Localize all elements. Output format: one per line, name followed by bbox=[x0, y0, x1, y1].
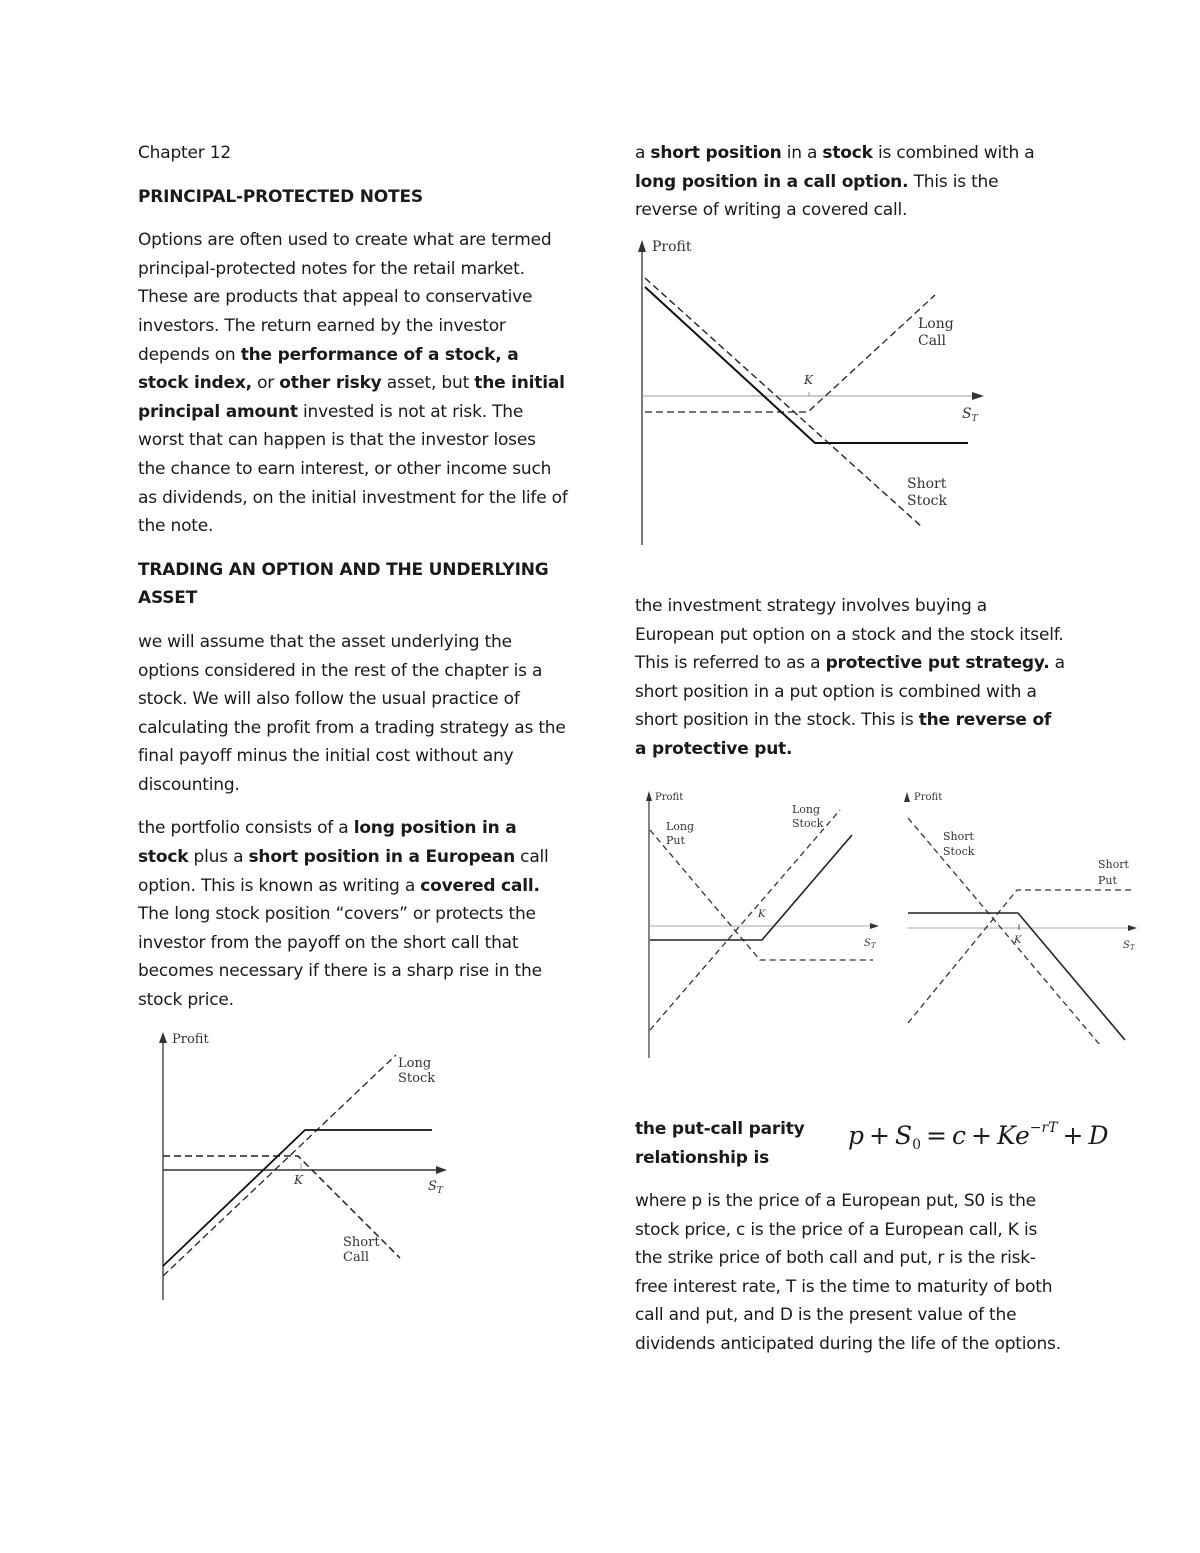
parity-label: the put-call parity relationship is bbox=[635, 1119, 805, 1168]
svg-text:Call: Call bbox=[343, 1250, 370, 1265]
svg-text:Short: Short bbox=[1098, 858, 1129, 871]
paragraph-principal-protected: Options are often used to create what are termed principal-protected notes for the retail market. These are products that appeal to conservative investors. The return earned by the investor depends on the performance of a stock, a stock index, or other risky asset, but the initial principal amount invested is not at risk. The worst that can happen is that the investor loses the chance to earn interest, or other income such as dividends, on the initial investment for the life of the note. bbox=[138, 230, 568, 537]
svg-text:Stock: Stock bbox=[398, 1071, 436, 1086]
svg-text:Put: Put bbox=[666, 834, 685, 847]
svg-text:Short: Short bbox=[907, 476, 947, 492]
paragraph-parity-definitions: where p is the price of a European put, S0 is the stock price, c is the price of a European call, K is the strike price of both call and put, r is the risk-free interest rate, T is the time to maturity of both call and put, and D is the present value of the dividends anticipated during the life of the options. bbox=[635, 1191, 1061, 1354]
svg-text:Stock: Stock bbox=[792, 817, 824, 830]
covered-call-line bbox=[163, 1130, 432, 1266]
long-call-line bbox=[645, 295, 935, 412]
paragraph-protective-put: the investment strategy involves buying a European put option on a stock and the stock itself. This is referred to as a protective put strategy. a short position in a put option is combined with a short position in the stock. This is the reverse of a protective put. bbox=[635, 596, 1065, 759]
svg-text:Profit: Profit bbox=[914, 792, 943, 803]
net-position-line bbox=[645, 287, 968, 443]
section-title-principal-protected-notes: PRINCIPAL-PROTECTED NOTES bbox=[138, 186, 423, 207]
reverse-protective-put-chart bbox=[895, 782, 1145, 1064]
svg-text:Long: Long bbox=[792, 803, 821, 816]
svg-text:K: K bbox=[804, 373, 813, 387]
section-title-trading-option: TRADING AN OPTION AND THE UNDERLYING ASSET bbox=[138, 559, 549, 609]
short-stock-line bbox=[645, 278, 922, 527]
strike-label: K bbox=[294, 1173, 303, 1187]
net-position-line bbox=[908, 913, 1125, 1040]
protective-put-chart bbox=[640, 782, 890, 1064]
right-column-top bbox=[635, 139, 1065, 225]
svg-text:Long: Long bbox=[918, 316, 954, 332]
short-stock-line bbox=[908, 818, 1100, 1045]
chapter-heading: Chapter 12 bbox=[138, 143, 232, 163]
short-put-line bbox=[908, 890, 1131, 1023]
paragraph-reverse-covered-call: a short position in a stock is combined with a long position in a call option. This is the reverse of writing a covered call. bbox=[635, 143, 1035, 221]
put-call-parity-formula: $p + S_0 = c + Ke^{-rT} + D$ bbox=[848, 1120, 1109, 1153]
svg-text:K: K bbox=[1014, 935, 1022, 946]
svg-text:Put: Put bbox=[1098, 874, 1117, 887]
svg-text:ST: $S_T$ bbox=[1123, 940, 1135, 952]
svg-text:Long: Long bbox=[666, 820, 695, 833]
svg-text:Short: Short bbox=[343, 1235, 380, 1250]
protective-put-line bbox=[650, 835, 852, 940]
svg-text:ST: $S_T$ bbox=[962, 406, 978, 424]
svg-text:Call: Call bbox=[918, 333, 947, 349]
covered-call-chart bbox=[150, 1025, 460, 1310]
svg-text:Short: Short bbox=[943, 830, 974, 843]
right-column-bottom bbox=[635, 1187, 1065, 1359]
x-axis-label: $S_T$ bbox=[428, 1179, 443, 1196]
y-axis-label: Profit bbox=[172, 1032, 209, 1047]
svg-text:Stock: Stock bbox=[907, 493, 947, 509]
svg-text:K: K bbox=[758, 909, 766, 920]
svg-text:Profit: Profit bbox=[655, 792, 684, 803]
svg-text:Profit: Profit bbox=[652, 239, 692, 255]
reverse-covered-call-chart bbox=[630, 230, 990, 550]
svg-text:ST: $S_T$ bbox=[864, 938, 876, 950]
svg-text:Long: Long bbox=[398, 1056, 432, 1071]
right-column-middle bbox=[635, 592, 1065, 764]
left-column bbox=[138, 139, 568, 1015]
paragraph-covered-call: the portfolio consists of a long position in a stock plus a short position in a European call option. This is known as writing a covered call. The long stock position “covers” or protects the investor from the payoff on the short call that becomes necessary if there is a sharp rise in the stock price. bbox=[138, 818, 549, 1011]
paragraph-assumption: we will assume that the asset underlying the options considered in the rest of the chapter is a stock. We will also follow the usual practice of calculating the profit from a trading strategy as the final payoff minus the initial cost without any discounting. bbox=[138, 631, 566, 795]
svg-text:Stock: Stock bbox=[943, 845, 975, 858]
